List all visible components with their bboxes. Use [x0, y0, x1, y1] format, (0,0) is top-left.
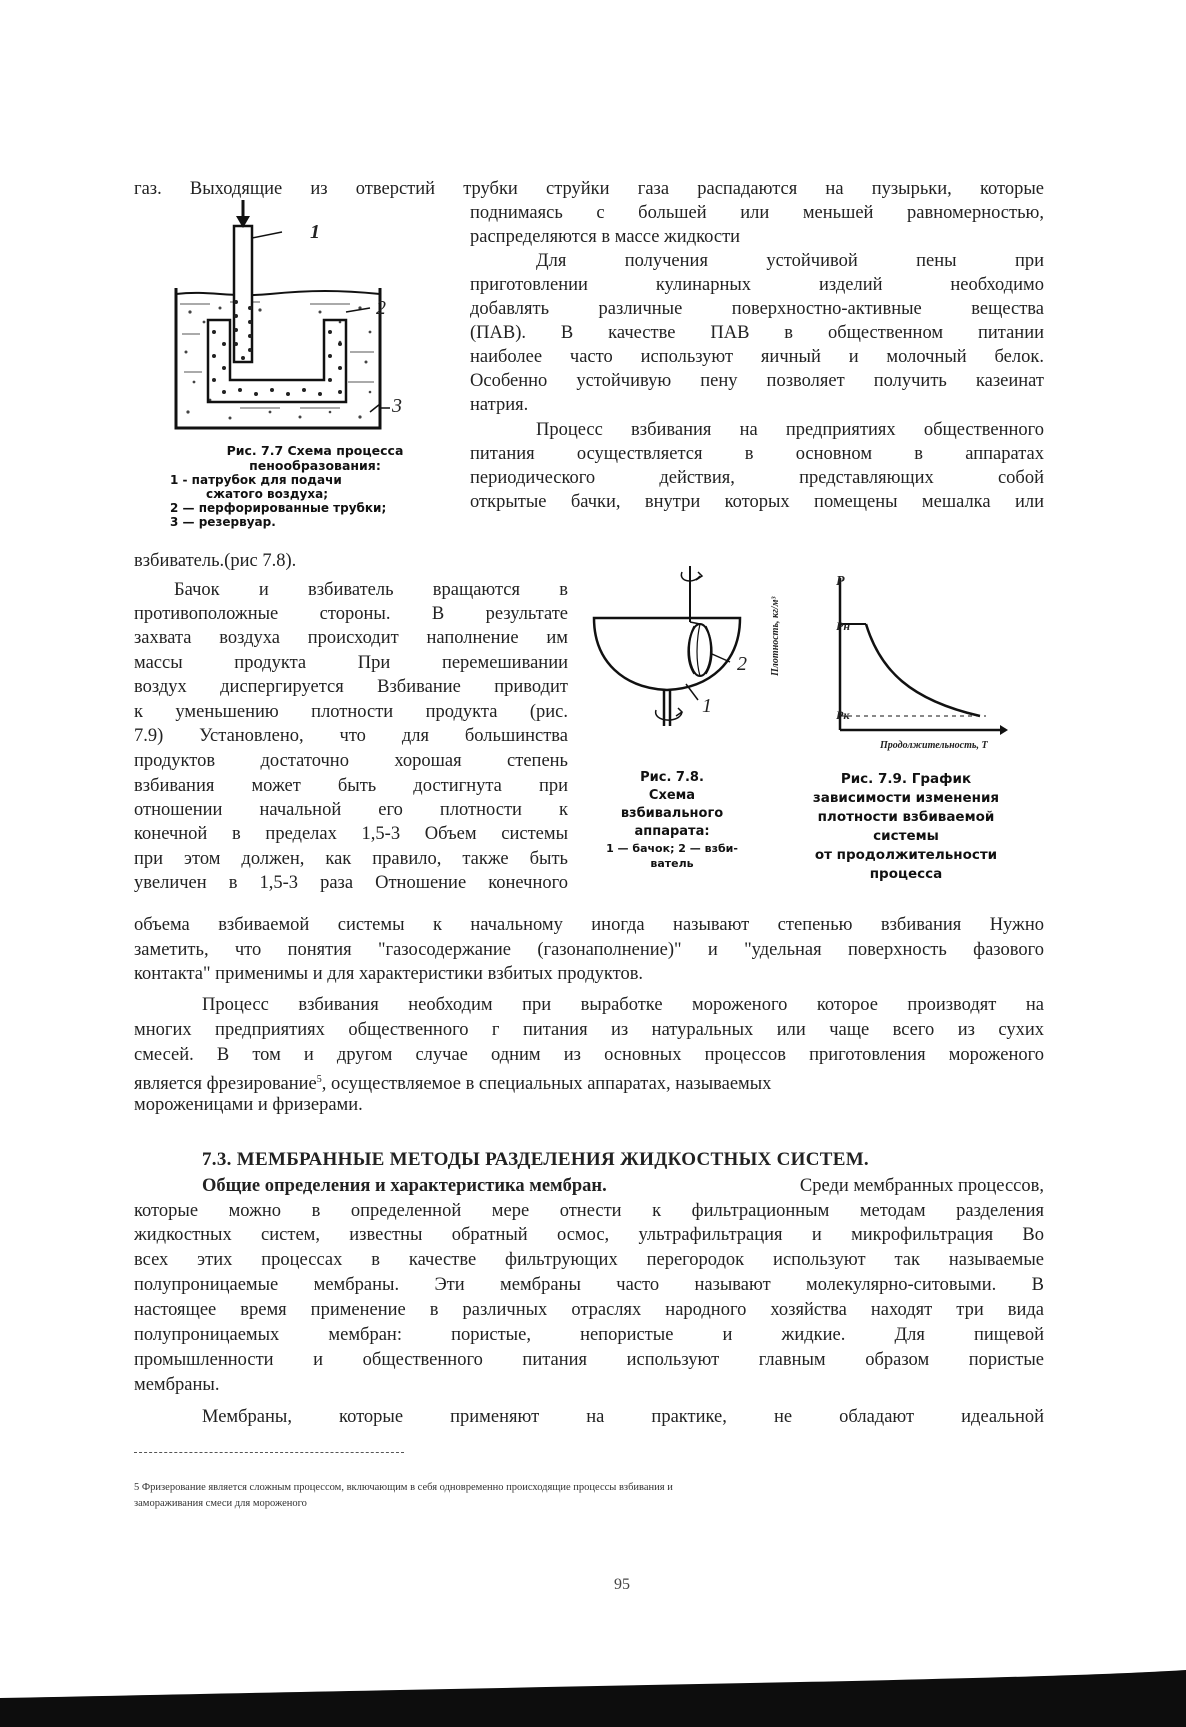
text-line: Мембраны, которые применяют на практике, не обладают идеальной: [202, 1407, 1044, 1427]
text-fragment: является фрезирование: [134, 1074, 317, 1095]
callout-1: 1: [310, 221, 320, 243]
text-line: периодического действия, представляющих собой: [470, 468, 1044, 488]
figure-7-7-foam-diagram: [170, 212, 400, 432]
text-line: газ. Выходящие из отверстий трубки струйки газа распадаются на пузырьки, которые: [134, 179, 1044, 199]
figure-7-9-caption: Рис. 7.9. График зависимости изменения плотности взбиваемой системы от продолжительности процесса: [812, 771, 1000, 882]
text-line: питания осуществляется в основном в аппаратах: [470, 444, 1044, 464]
text-line: которые можно в определенной мере отнести к фильтрационным методам разделения: [134, 1201, 1044, 1221]
text-line: [202, 1174, 1044, 1198]
section-heading: 7.3. МЕМБРАННЫЕ МЕТОДЫ РАЗДЕЛЕНИЯ ЖИДКОСТНЫХ СИСТЕМ.: [202, 1149, 869, 1170]
text-line: добавлять различные поверхностно-активные вещества: [470, 299, 1044, 319]
text-line: жидкостных систем, известны обратный осмос, ультрафильтрация и микрофильтрация Во: [134, 1225, 1044, 1245]
callout-3: 3: [392, 395, 402, 417]
figure-7-7-caption-items: 1 - патрубок для подачи сжатого воздуха; 2 — перфорированные трубки; 3 — резервуар.: [170, 473, 387, 529]
text-fragment: , осуществляемое в специальных аппаратах, называемых: [321, 1074, 772, 1095]
figure-7-8-whipping-apparatus: [590, 562, 760, 732]
text-line: многих предприятиях общественного г питания из натуральных или чаще всего из сухих: [134, 1020, 1044, 1040]
text-line: распределяются в массе жидкости: [470, 227, 741, 247]
text-line: взбивания может быть достигнута при: [134, 776, 568, 796]
y-low-label: Pк: [836, 708, 850, 722]
text-line: захвата воздуха происходит наполнение им: [134, 628, 568, 648]
figure-7-7-caption-title: Рис. 7.7 Схема процесса пенообразования:: [226, 443, 404, 473]
text-line: настоящее время применение в различных отраслях народного хозяйства находят три вида: [134, 1300, 1044, 1320]
text-line: контакта" применимы и для характеристики взбитых продуктов.: [134, 964, 644, 984]
y-axis-label: Плотность, кг/м³: [770, 596, 781, 676]
scan-edge-artifact: [0, 1658, 1186, 1727]
x-axis-label: Продолжительность, Т: [880, 740, 988, 751]
footnote-line: 5 Фризерование является сложным процессом, включающим в себя одновременно происходящие процессы взбивания и: [134, 1482, 673, 1493]
text-line: отношении начальной его плотности к: [134, 800, 568, 820]
text-line: увеличен в 1,5-3 раза Отношение конечного: [134, 873, 568, 893]
text-line: приготовлении кулинарных изделий необходимо: [470, 275, 1044, 295]
text-line: объема взбиваемой системы к начальному иногда называют степенью взбивания Нужно: [134, 915, 1044, 935]
text-line: воздух диспергируется Взбивание приводит: [134, 677, 568, 697]
text-fragment: Среди мембранных процессов,: [799, 1176, 1044, 1196]
text-line: смесей. В том и другом случае одним из основных процессов приготовления мороженого: [134, 1045, 1044, 1065]
text-line: массы продукта При перемешивании: [134, 653, 568, 673]
y-high-label: Pн: [836, 619, 850, 633]
text-line: полупроницаемые мембраны. Эти мембраны часто называют молекулярно-ситовыми. В: [134, 1275, 1044, 1295]
text-line: Бачок и взбиватель вращаются в: [174, 580, 568, 600]
text-line: заметить, что понятия "газосодержание (газонаполнение)" и "удельная поверхность фазового: [134, 940, 1044, 960]
text-line: Процесс взбивания на предприятиях общественного: [536, 420, 1044, 440]
text-line: наиболее часто используют яичный и молочный белок.: [470, 347, 1044, 367]
callout-1: 1: [702, 695, 712, 717]
text-line: конечной в пределах 1,5-3 Объем системы: [134, 824, 568, 844]
callout-2: 2: [376, 297, 386, 319]
footnote-line: замораживания смеси для мороженого: [134, 1498, 307, 1509]
text-line: открытые бачки, внутри которых помещены мешалка или: [470, 492, 1044, 512]
text-line: продуктов достаточно хорошая степень: [134, 751, 568, 771]
text-line: полупроницаемых мембран: пористые, непористые и жидкие. Для пищевой: [134, 1325, 1044, 1345]
callout-2: 2: [737, 653, 747, 675]
y-axis-top-label: P: [836, 574, 845, 589]
text-line: поднимаясь с большей или меньшей равномерностью,: [470, 203, 1044, 223]
text-line: мороженицами и фризерами.: [134, 1095, 363, 1115]
text-line: противоположные стороны. В результате: [134, 604, 568, 624]
text-line: 7.9) Установлено, что для большинства: [134, 726, 568, 746]
figure-7-8-caption: Рис. 7.8. Схема взбивального аппарата: 1 — бачок; 2 — взби- ватель: [606, 770, 738, 870]
text-line: Для получения устойчивой пены при: [536, 251, 1044, 271]
subheading: Общие определения и характеристика мембран.: [202, 1176, 607, 1196]
text-line: взбиватель.(рис 7.8).: [134, 551, 297, 571]
text-line: мембраны.: [134, 1375, 220, 1395]
text-line: натрия.: [470, 395, 529, 415]
footnote-mark: 5: [316, 1074, 322, 1085]
text-line: (ПАВ). В качестве ПАВ в общественном питании: [470, 323, 1044, 343]
text-line: [134, 1068, 771, 1096]
page-number: 95: [614, 1576, 630, 1593]
text-line: Процесс взбивания необходим при выработке мороженого которое производят на: [202, 995, 1044, 1015]
text-line: всех этих процессах в качестве фильтрующих перегородок используют так называемые: [134, 1250, 1044, 1270]
text-line: промышленности и общественного питания используют главным образом пористые: [134, 1350, 1044, 1370]
text-line: к уменьшению плотности продукта (рис.: [134, 702, 568, 722]
footnote-separator: [134, 1452, 404, 1453]
text-line: при этом должен, как правило, также быть: [134, 849, 568, 869]
text-line: Особенно устойчивую пену позволяет получить казеинат: [470, 371, 1044, 391]
